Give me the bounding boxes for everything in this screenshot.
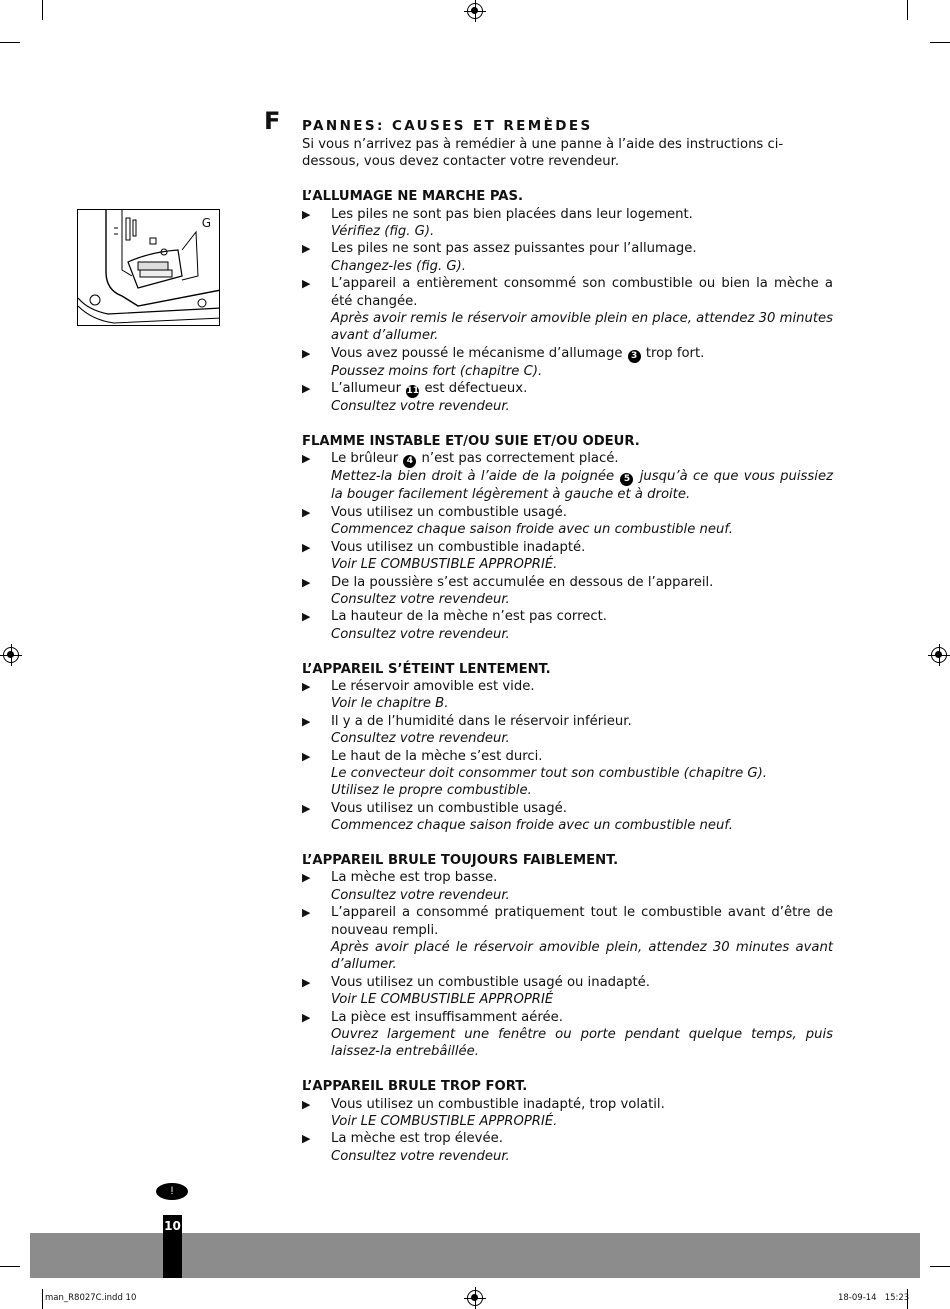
cause-text: Il y a de l’humidité dans le réservoir inférieur. bbox=[331, 713, 632, 729]
bullet-arrow-icon: ▶ bbox=[302, 452, 311, 466]
remedy-text: Vérifiez (fig. G). bbox=[331, 224, 435, 240]
cause-text: Le réservoir amovible est vide. bbox=[331, 678, 535, 694]
page-tab bbox=[163, 1215, 182, 1278]
bullet-arrow-icon: ▶ bbox=[302, 749, 311, 763]
cause-text: De la poussière s’est accumulée en dessous de l’appareil. bbox=[331, 574, 714, 590]
troubleshooting-content bbox=[302, 136, 833, 1183]
cause-text-part: est défectueux. bbox=[420, 381, 528, 397]
problem-item bbox=[302, 608, 833, 643]
bullet-arrow-icon: ▶ bbox=[302, 610, 311, 624]
crop-mark bbox=[42, 0, 43, 20]
problem-item bbox=[302, 504, 833, 539]
cause-text bbox=[331, 380, 833, 398]
bullet-arrow-icon: ▶ bbox=[302, 906, 311, 920]
section-title: PANNES: CAUSES ET REMÈDES bbox=[302, 118, 593, 134]
cause-text-part: trop fort. bbox=[641, 345, 705, 361]
cause-text bbox=[331, 450, 833, 468]
bullet-arrow-icon: ▶ bbox=[302, 801, 311, 815]
problem-groups bbox=[302, 188, 833, 1165]
cause-text-part: L’allumeur bbox=[331, 381, 406, 397]
crop-mark bbox=[930, 1266, 950, 1267]
slug-filename: man_R8027C.indd 10 bbox=[45, 1293, 137, 1303]
problem-group bbox=[302, 188, 833, 415]
registration-mark-icon bbox=[467, 3, 483, 19]
remedy-text: Consultez votre revendeur. bbox=[331, 731, 510, 747]
cause-text: Vous utilisez un combustible inadapté, trop volatil. bbox=[331, 1096, 665, 1112]
remedy-text-part: Mettez-la bien droit à l’aide de la poignée bbox=[331, 469, 620, 485]
bullet-arrow-icon: ▶ bbox=[302, 575, 311, 589]
remedy-text: Consultez votre revendeur. bbox=[331, 591, 510, 607]
problem-item bbox=[302, 1009, 833, 1061]
bullet-arrow-icon: ▶ bbox=[302, 382, 311, 396]
language-badge-glyph: ᴉ bbox=[170, 1184, 174, 1195]
problem-item bbox=[302, 539, 833, 574]
remedy-text: Voir LE COMBUSTIBLE APPROPRIÉ. bbox=[331, 557, 558, 573]
problem-item bbox=[302, 974, 833, 1009]
cause-text: L’appareil a entièrement consommé son combustible ou bien la mèche a été changée. bbox=[331, 276, 833, 309]
problem-item bbox=[302, 574, 833, 609]
bullet-arrow-icon: ▶ bbox=[302, 242, 311, 256]
part-number-icon: 4 bbox=[403, 455, 416, 468]
remedy-text: Ouvrez largement une fenêtre ou porte pendant quelque temps, puis laissez-la entrebâillée. bbox=[331, 1027, 833, 1060]
page-number: 10 bbox=[164, 1219, 181, 1233]
cause-text: Vous utilisez un combustible usagé ou inadapté. bbox=[331, 974, 650, 990]
cause-text: La mèche est trop basse. bbox=[331, 870, 498, 886]
crop-mark bbox=[0, 42, 20, 43]
bullet-arrow-icon: ▶ bbox=[302, 1097, 311, 1111]
problem-item bbox=[302, 206, 833, 241]
problem-group bbox=[302, 433, 833, 643]
problem-item bbox=[302, 678, 833, 713]
slug-time: 15:23 bbox=[884, 1293, 910, 1303]
cause-text bbox=[331, 345, 833, 363]
cause-text: Vous utilisez un combustible usagé. bbox=[331, 800, 567, 816]
cause-text: Le haut de la mèche s’est durci. bbox=[331, 748, 543, 764]
remedy-text: Utilisez le propre combustible. bbox=[331, 783, 532, 799]
bullet-arrow-icon: ▶ bbox=[302, 1010, 311, 1024]
bullet-arrow-icon: ▶ bbox=[302, 346, 311, 360]
bullet-arrow-icon: ▶ bbox=[302, 207, 311, 221]
remedy-text: Voir LE COMBUSTIBLE APPROPRIÉ. bbox=[331, 1114, 558, 1130]
intro-text: Si vous n’arrivez pas à remédier à une panne à l’aide des instructions ci-dessous, vous devez contacter votre revendeur. bbox=[302, 137, 784, 170]
remedy-text: Après avoir placé le réservoir amovible plein, attendez 30 minutes avant d’allumer. bbox=[331, 940, 833, 973]
cause-text: Les piles ne sont pas assez puissantes pour l’allumage. bbox=[331, 241, 697, 257]
problem-group bbox=[302, 661, 833, 835]
bullet-arrow-icon: ▶ bbox=[302, 975, 311, 989]
cause-text-part: Le brûleur bbox=[331, 451, 403, 467]
part-number-icon: 5 bbox=[620, 473, 633, 486]
cause-text: La hauteur de la mèche n’est pas correct. bbox=[331, 609, 607, 625]
registration-mark-icon bbox=[467, 1290, 483, 1306]
remedy-text: Le convecteur doit consommer tout son combustible (chapitre G). bbox=[331, 765, 767, 781]
figure-g bbox=[77, 209, 220, 326]
bullet-arrow-icon: ▶ bbox=[302, 505, 311, 519]
remedy-text-part: jusqu’à ce que vous puissiez la bouger facilement légèrement à gauche et à droite. bbox=[331, 469, 833, 503]
crop-mark bbox=[930, 42, 950, 43]
cause-text-part: n’est pas correctement placé. bbox=[417, 451, 619, 467]
problem-item bbox=[302, 713, 833, 748]
cause-text: La pièce est insuffisamment aérée. bbox=[331, 1009, 563, 1025]
battery-compartment-illustration bbox=[78, 210, 220, 326]
bullet-arrow-icon: ▶ bbox=[302, 277, 311, 291]
problem-title: L’APPAREIL S’ÉTEINT LENTEMENT. bbox=[302, 661, 551, 677]
language-letter: F bbox=[264, 107, 281, 135]
remedy-text: Commencez chaque saison froide avec un combustible neuf. bbox=[331, 818, 733, 834]
problem-item bbox=[302, 380, 833, 415]
registration-mark-icon bbox=[931, 647, 947, 663]
language-badge-icon bbox=[156, 1183, 188, 1200]
slug-date: 18-09-14 bbox=[838, 1293, 877, 1303]
problem-item bbox=[302, 450, 833, 503]
problem-group bbox=[302, 852, 833, 1061]
cause-text: Vous utilisez un combustible inadapté. bbox=[331, 539, 586, 555]
problem-item bbox=[302, 1130, 833, 1165]
remedy-text: Consultez votre revendeur. bbox=[331, 887, 510, 903]
slug-datetime bbox=[838, 1293, 909, 1303]
remedy-text: Voir le chapitre B. bbox=[331, 696, 449, 712]
remedy-text: Après avoir remis le réservoir amovible plein en place, attendez 30 minutes avant d’allumer. bbox=[331, 311, 833, 344]
problem-title: FLAMME INSTABLE ET/OU SUIE ET/OU ODEUR. bbox=[302, 434, 640, 450]
problem-title: L’ALLUMAGE NE MARCHE PAS. bbox=[302, 189, 523, 205]
registration-mark-icon bbox=[3, 647, 19, 663]
cause-text-part: Vous avez poussé le mécanisme d’allumage bbox=[331, 345, 627, 361]
problem-item bbox=[302, 275, 833, 345]
crop-mark bbox=[42, 1289, 43, 1309]
problem-item bbox=[302, 869, 833, 904]
crop-mark bbox=[0, 1266, 20, 1267]
bullet-arrow-icon: ▶ bbox=[302, 714, 311, 728]
cause-text: Vous utilisez un combustible usagé. bbox=[331, 504, 567, 520]
remedy-text: Consultez votre revendeur. bbox=[331, 399, 510, 415]
bullet-arrow-icon: ▶ bbox=[302, 1132, 311, 1146]
crop-mark bbox=[907, 0, 908, 20]
cause-text: Les piles ne sont pas bien placées dans leur logement. bbox=[331, 206, 693, 222]
problem-title: L’APPAREIL BRULE TOUJOURS FAIBLEMENT. bbox=[302, 852, 619, 868]
bullet-arrow-icon: ▶ bbox=[302, 871, 311, 885]
bullet-arrow-icon: ▶ bbox=[302, 679, 311, 693]
problem-item bbox=[302, 345, 833, 380]
cause-text: La mèche est trop élevée. bbox=[331, 1131, 503, 1147]
bullet-arrow-icon: ▶ bbox=[302, 540, 311, 554]
remedy-text bbox=[331, 468, 833, 503]
part-number-icon: 11 bbox=[406, 386, 420, 397]
remedy-text: Consultez votre revendeur. bbox=[331, 1148, 510, 1164]
remedy-text: Changez-les (fig. G). bbox=[331, 258, 466, 274]
problem-group bbox=[302, 1078, 833, 1165]
problem-title: L’APPAREIL BRULE TROP FORT. bbox=[302, 1079, 528, 1095]
cause-text: L’appareil a consommé pratiquement tout le combustible avant d’être de nouveau rempli. bbox=[331, 905, 833, 938]
remedy-text: Consultez votre revendeur. bbox=[331, 626, 510, 642]
problem-item bbox=[302, 800, 833, 835]
problem-item bbox=[302, 748, 833, 800]
problem-item bbox=[302, 240, 833, 275]
problem-item bbox=[302, 1096, 833, 1131]
remedy-text: Commencez chaque saison froide avec un combustible neuf. bbox=[331, 522, 733, 538]
remedy-text: Voir LE COMBUSTIBLE APPROPRIÉ bbox=[331, 992, 554, 1008]
remedy-text: Poussez moins fort (chapitre C). bbox=[331, 363, 543, 379]
figure-label: G bbox=[201, 216, 211, 230]
problem-item bbox=[302, 904, 833, 974]
part-number-icon: 3 bbox=[628, 350, 641, 363]
